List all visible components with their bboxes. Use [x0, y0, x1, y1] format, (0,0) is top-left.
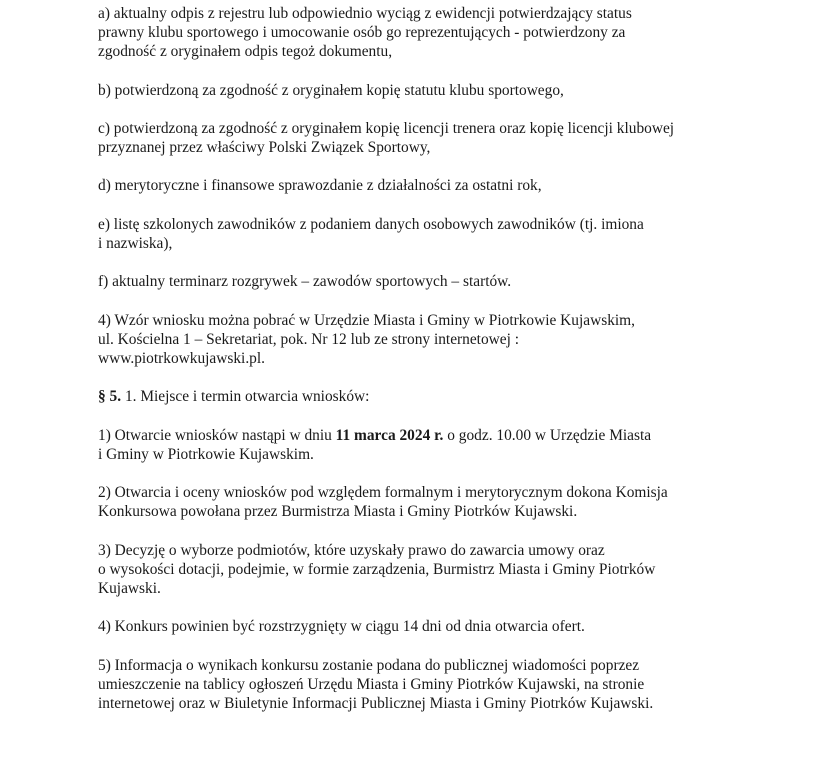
item-b	[98, 81, 738, 100]
text-line: f) aktualny terminarz rozgrywek – zawodów sportowych – startów.	[98, 273, 512, 291]
text-fragment: 1) Otwarcie wniosków nastąpi w dniu	[98, 426, 336, 444]
text-line: o wysokości dotacji, podejmie, w formie zarządzenia, Burmistrz Miasta i Gminy Piotrków	[98, 560, 656, 578]
section-heading-text: 1. Miejsce i termin otwarcia wniosków:	[121, 388, 370, 406]
text-line: Konkursowa powołana przez Burmistrza Miasta i Gminy Piotrków Kujawski.	[98, 503, 578, 521]
text-line: ul. Kościelna 1 – Sekretariat, pok. Nr 12 lub ze strony internetowej :	[98, 330, 519, 348]
text-line: i nazwiska),	[98, 234, 173, 252]
item-d	[98, 176, 738, 195]
item-c	[98, 119, 738, 157]
text-line: b) potwierdzoną za zgodność z oryginałem kopię statutu klubu sportowego,	[98, 81, 564, 99]
text-line: a) aktualny odpis z rejestru lub odpowiednio wyciąg z ewidencji potwierdzający status	[98, 5, 632, 22]
text-line: i Gminy w Piotrkowie Kujawskim.	[98, 445, 314, 463]
text-line: 5) Informacja o wynikach konkursu zostanie podana do publicznej wiadomości poprzez	[98, 656, 640, 674]
section-marker: § 5.	[98, 388, 122, 406]
text-line: 3) Decyzję o wyborze podmiotów, które uzyskały prawo do zawarcia umowy oraz	[98, 541, 605, 559]
text-line: przyznanej przez właściwy Polski Związek Sportowy,	[98, 139, 431, 157]
text-fragment: o godz. 10.00 w Urzędzie Miasta	[443, 426, 652, 444]
text-line	[98, 426, 738, 445]
text-line: 4) Konkurs powinien być rozstrzygnięty w ciągu 14 dni od dnia otwarcia ofert.	[98, 618, 585, 636]
text-line: prawny klubu sportowego i umocowanie osób go reprezentujących - potwierdzony za	[98, 24, 626, 42]
website-text: www.piotrkowkujawski.pl.	[98, 349, 266, 367]
item-a	[98, 4, 738, 61]
s5-point-3	[98, 541, 738, 598]
text-line: Kujawski.	[98, 579, 161, 597]
text-line	[98, 387, 738, 406]
section-5-heading	[98, 387, 738, 406]
text-line: 4) Wzór wniosku można pobrać w Urzędzie Miasta i Gminy w Piotrkowie Kujawskim,	[98, 311, 635, 329]
s5-point-4	[98, 617, 738, 636]
item-e	[98, 215, 738, 253]
text-line: 2) Otwarcia i oceny wniosków pod względem formalnym i merytorycznym dokona Komisja	[98, 484, 668, 502]
s5-point-5	[98, 656, 738, 713]
document-page	[98, 4, 738, 732]
opening-date: 11 marca 2024 r.	[335, 426, 444, 444]
text-line: e) listę szkolonych zawodników z podaniem danych osobowych zawodników (tj. imiona	[98, 215, 644, 233]
text-line: umieszczenie na tablicy ogłoszeń Urzędu Miasta i Gminy Piotrków Kujawski, na stronie	[98, 675, 645, 693]
text-line: c) potwierdzoną za zgodność z oryginałem kopię licencji trenera oraz kopię licencji klubowej	[98, 119, 675, 137]
item-f	[98, 272, 738, 291]
s5-point-1	[98, 426, 738, 464]
text-line: zgodność z oryginałem odpis tegoż dokumentu,	[98, 43, 393, 61]
point-4-form-info	[98, 311, 738, 368]
text-line: d) merytoryczne i finansowe sprawozdanie z działalności za ostatni rok,	[98, 177, 542, 195]
s5-point-2	[98, 483, 738, 521]
text-line: internetowej oraz w Biuletynie Informacji Publicznej Miasta i Gminy Piotrków Kujawski.	[98, 694, 654, 712]
